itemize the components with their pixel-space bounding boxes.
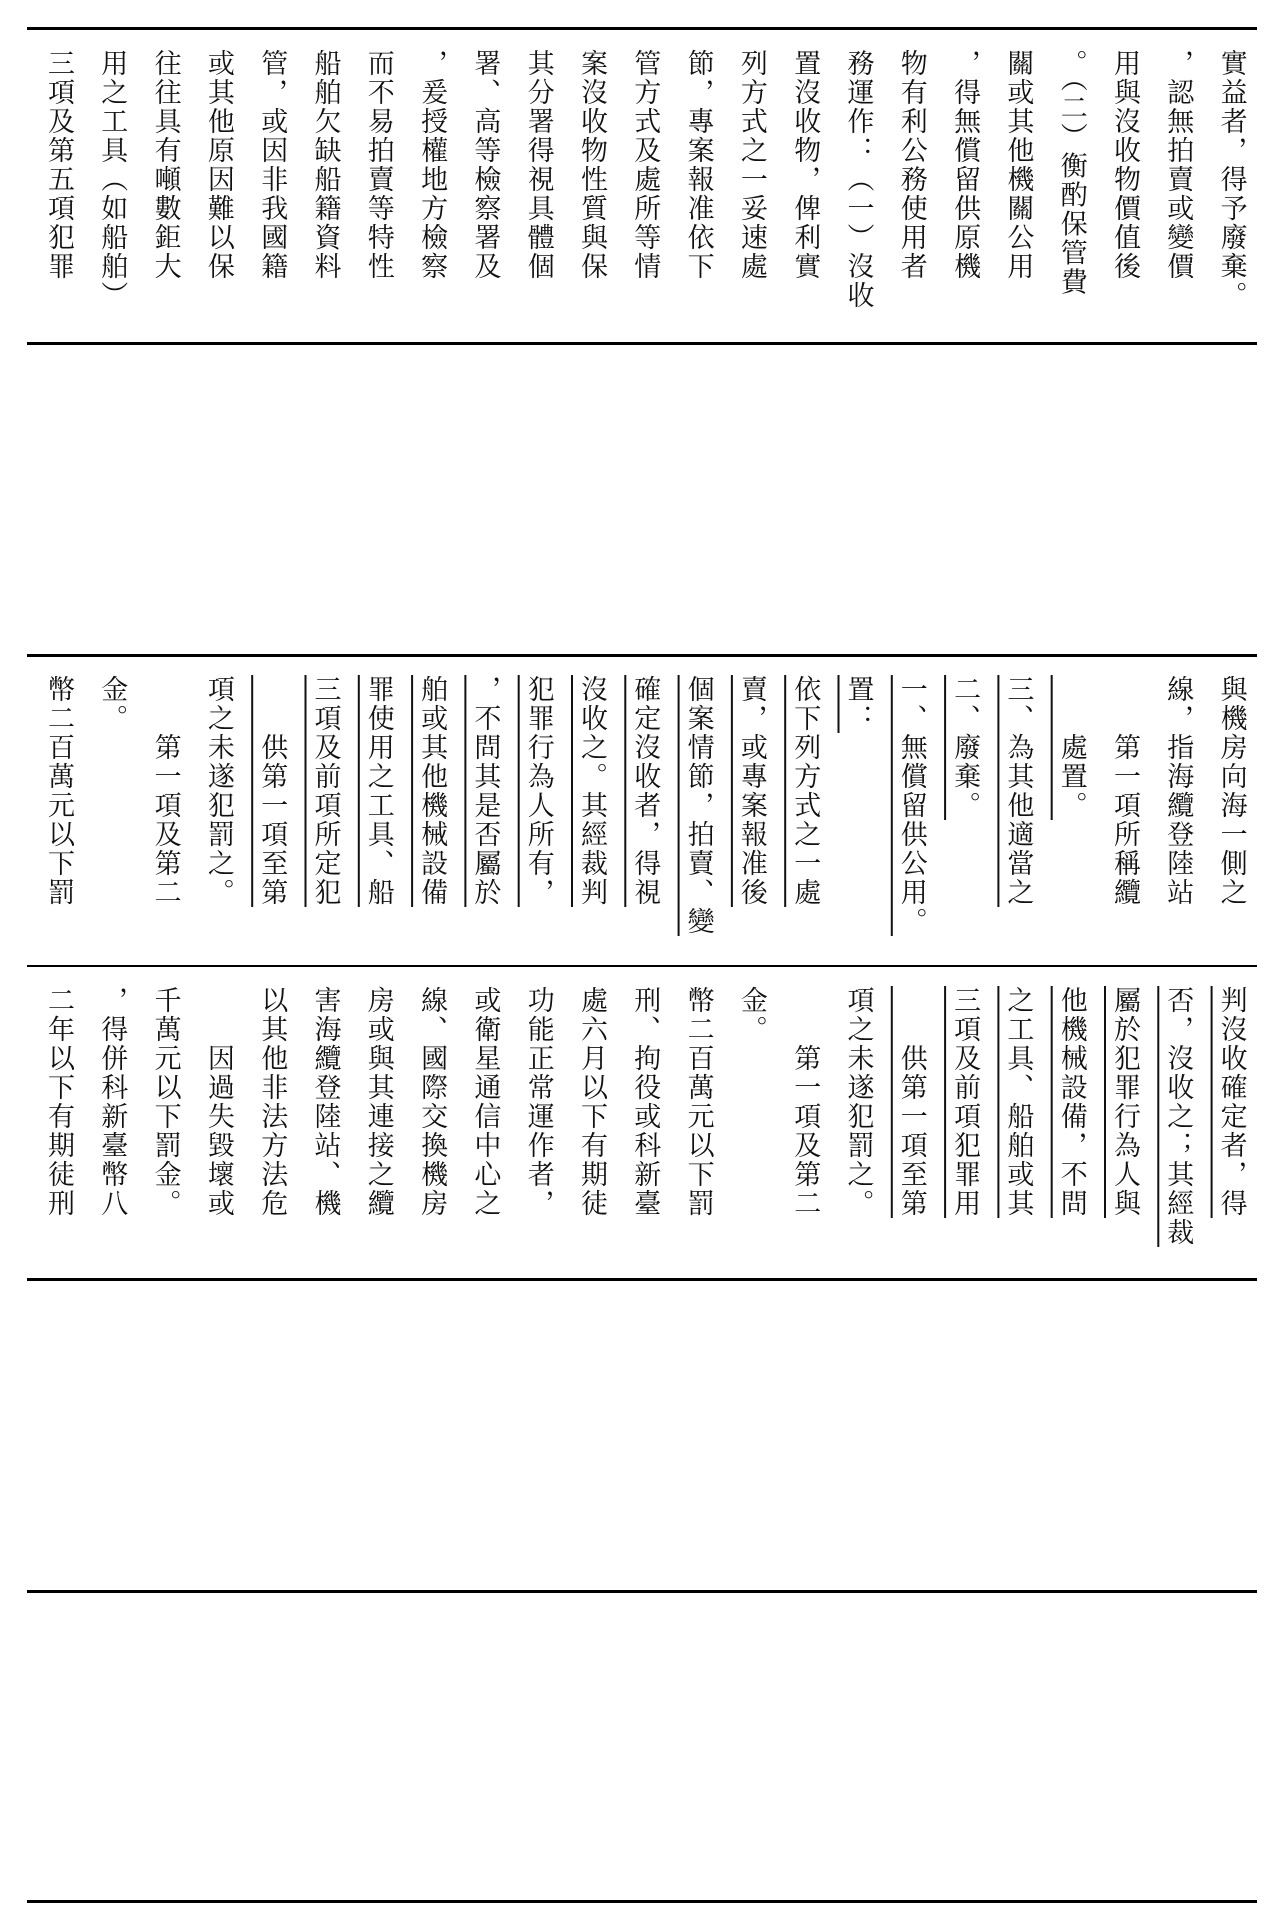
text-column: 物有利公務使用者 xyxy=(895,49,927,281)
text-column: 房或與其連接之纜 xyxy=(362,986,394,1218)
text-column: 三項及前項所定犯 xyxy=(309,675,341,907)
text-column: 用之工具（如船舶） xyxy=(96,49,128,310)
text-column: 實益者，得予廢棄。 xyxy=(1215,49,1247,310)
text-column: 金。 xyxy=(735,986,767,1044)
text-column: 金。 xyxy=(96,675,128,733)
text-column: 屬於犯罪行為人與 xyxy=(1109,986,1140,1218)
text-column: 用與沒收物價值後 xyxy=(1109,49,1140,281)
text-column: 以其他非法方法危 xyxy=(256,986,288,1218)
text-column: 依下列方式之一處 xyxy=(789,675,821,907)
text-column: 第一項及第二 xyxy=(789,986,821,1218)
text-column: 幣二百萬元以下罰 xyxy=(43,675,74,907)
text-column: 三項及前項犯罪用 xyxy=(949,986,981,1218)
text-column: 往往具有噸數鉅大 xyxy=(149,49,181,281)
text-column: 賣，或專案報准後 xyxy=(735,675,767,907)
text-column: 三項及第五項犯罪 xyxy=(43,49,74,281)
text-band-amended-provision xyxy=(27,657,1257,964)
text-column: 功能正常運作者， xyxy=(522,986,554,1218)
text-column: 置沒收物，俾利實 xyxy=(789,49,821,281)
text-column: 節，專案報准依下 xyxy=(682,49,714,281)
text-column: 管，或因非我國籍 xyxy=(256,49,288,281)
text-column: 關或其他機關公用 xyxy=(1002,49,1034,281)
horizontal-rule xyxy=(27,1900,1257,1903)
horizontal-rule xyxy=(27,27,1257,30)
text-column: 第一項所稱纜 xyxy=(1109,675,1140,907)
text-column: ，得無償留供原機 xyxy=(949,49,981,281)
horizontal-rule xyxy=(27,1278,1257,1281)
text-column: 列方式之一妥速處 xyxy=(735,49,767,281)
text-column: 二年以下有期徒刑 xyxy=(43,986,74,1218)
text-column: 否，沒收之；其經裁 xyxy=(1162,986,1194,1247)
text-column: 案沒收物性質與保 xyxy=(576,49,607,281)
text-column: 二、廢棄。 xyxy=(949,675,981,820)
text-column: 犯罪行為人所有， xyxy=(522,675,554,907)
text-column: 三、為其他適當之 xyxy=(1002,675,1034,907)
text-column: 署、高等檢察署及 xyxy=(469,49,501,281)
text-column: 幣二百萬元以下罰 xyxy=(682,986,714,1218)
text-band-current-provision xyxy=(27,968,1257,1277)
text-column: 他機械設備，不問 xyxy=(1055,986,1087,1218)
text-column: 管方式及處所等情 xyxy=(629,49,661,281)
text-column: 項之未遂犯罰之。 xyxy=(842,986,874,1218)
text-column: 其分署得視具體個 xyxy=(522,49,554,281)
text-column: 害海纜登陸站、機 xyxy=(309,986,341,1218)
text-column: 供第一項至第 xyxy=(256,675,288,907)
text-column: 而不易拍賣等特性 xyxy=(362,49,394,281)
text-column: 判沒收確定者，得 xyxy=(1215,986,1247,1218)
text-column: 一、無償留供公用。 xyxy=(895,675,927,936)
text-column: ，得併科新臺幣八 xyxy=(96,986,128,1218)
text-column: ，不問其是否屬於 xyxy=(469,675,501,907)
text-column: ，認無拍賣或變價 xyxy=(1162,49,1194,281)
text-column: 。（二）衡酌保管費 xyxy=(1055,49,1087,297)
text-column: ，爰授權地方檢察 xyxy=(416,49,448,281)
text-column: 與機房向海一側之 xyxy=(1215,675,1247,907)
text-band-explanation xyxy=(27,31,1257,341)
text-column: 舶或其他機械設備 xyxy=(416,675,448,907)
text-column: 確定沒收者，得視 xyxy=(629,675,661,907)
text-column: 第一項及第二 xyxy=(149,675,181,907)
text-column: 之工具、船舶或其 xyxy=(1002,986,1034,1218)
text-column: 線、國際交換機房 xyxy=(416,986,448,1218)
text-column: 或其他原因難以保 xyxy=(202,49,234,281)
text-column: 因過失毀壞或 xyxy=(202,986,234,1218)
text-column: 置： xyxy=(842,675,874,733)
text-column: 處置。 xyxy=(1055,675,1087,820)
text-column: 供第一項至第 xyxy=(895,986,927,1218)
text-column: 項之未遂犯罰之。 xyxy=(202,675,234,907)
text-column: 個案情節，拍賣、變 xyxy=(682,675,714,936)
text-column: 沒收之。其經裁判 xyxy=(576,675,607,907)
text-column: 船舶欠缺船籍資料 xyxy=(309,49,341,281)
text-column: 或衛星通信中心之 xyxy=(469,986,501,1218)
horizontal-rule xyxy=(27,342,1257,345)
text-column: 罪使用之工具、船 xyxy=(362,675,394,907)
horizontal-rule xyxy=(27,1590,1257,1593)
text-column: 務運作：（一）沒收 xyxy=(842,49,874,310)
horizontal-rule xyxy=(27,965,1257,967)
text-column: 處六月以下有期徒 xyxy=(576,986,607,1218)
text-column: 線，指海纜登陸站 xyxy=(1162,675,1194,907)
text-column: 刑、拘役或科新臺 xyxy=(629,986,661,1218)
text-column: 千萬元以下罰金。 xyxy=(149,986,181,1218)
